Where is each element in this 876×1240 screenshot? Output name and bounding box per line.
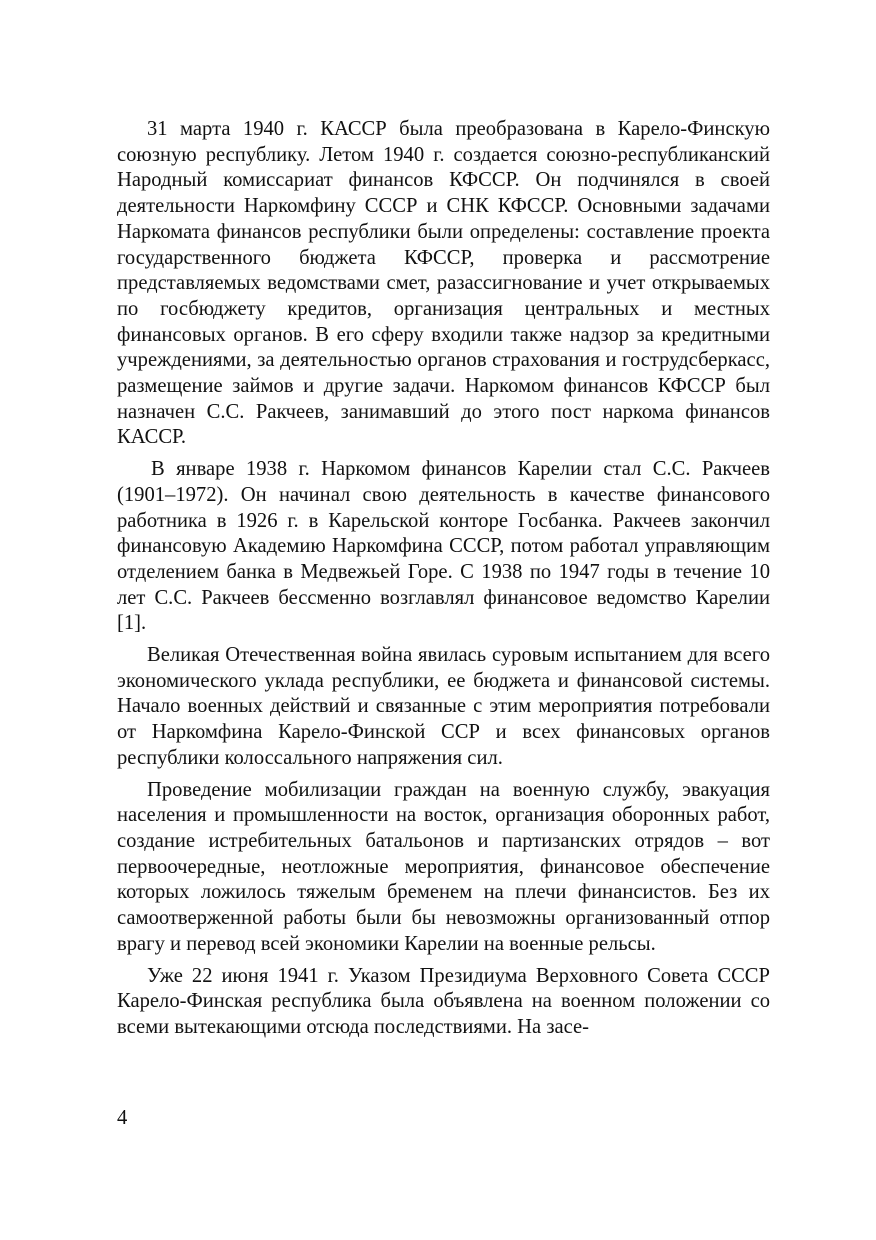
page-number: 4 xyxy=(117,1107,128,1129)
paragraph-3: Великая Отечественная война явилась суровым испытанием для всего экономического уклада республики, ее бюджета и финансовой системы. Начало военных действий и связанные с этим мероприятия потребовали от Наркомфина Карело-Финской ССР и всех финансовых органов республики колоссального напряжения сил. xyxy=(117,644,770,769)
paragraph-1: 31 марта 1940 г. КАССР была преобразована в Карело-Финскую союзную республику. Летом 1940 г. создается союзно-республиканский Народный комиссариат финансов КФССР. Он подчинялся в своей деятельности Наркомфину СССР и СНК КФССР. Основными задачами Наркомата финансов республики были определены: составление проекта государственного бюджета КФССР, проверка и рассмотрение представляемых ведомствами смет, разассигнование и учет открываемых по госбюджету кредитов, организация центральных и местных финансовых органов. В его сферу входили также надзор за кредитными учреждениями, за деятельностью органов страхования и гострудсберкасс, размещение займов и другие задачи. Наркомом финансов КФССР был назначен С.С. Ракчеев, занимавший до этого пост наркома финансов КАССР. xyxy=(117,118,770,449)
text-body xyxy=(117,117,770,1041)
paragraph-2: В январе 1938 г. Наркомом финансов Карелии стал С.С. Ракчеев (1901–1972). Он начинал свою деятельность в качестве финансового работника в 1926 г. в Карельской конторе Госбанка. Ракчеев закончил финансовую Академию Наркомфина СССР, потом работал управляющим отделением банка в Медвежьей Горе. С 1938 по 1947 годы в течение 10 лет С.С. Ракчеев бессменно возглавлял финансовое ведомство Карелии [1]. xyxy=(117,458,770,635)
paragraph-5: Уже 22 июня 1941 г. Указом Президиума Верховного Совета СССР Карело-Финская республика была объявлена на военном положении со всеми вытекающими отсюда последствиями. На засе- xyxy=(117,964,770,1038)
paragraph-4: Проведение мобилизации граждан на военную службу, эвакуация населения и промышленности на восток, организация оборонных работ, создание истребительных батальонов и партизанских отрядов – вот первоочередные, неотложные мероприятия, финансовое обеспечение которых ложилось тяжелым бременем на плечи финансистов. Без их самоотверженной работы были бы невозможны организованный отпор врагу и перевод всей экономики Карелии на военные рельсы. xyxy=(117,778,770,955)
